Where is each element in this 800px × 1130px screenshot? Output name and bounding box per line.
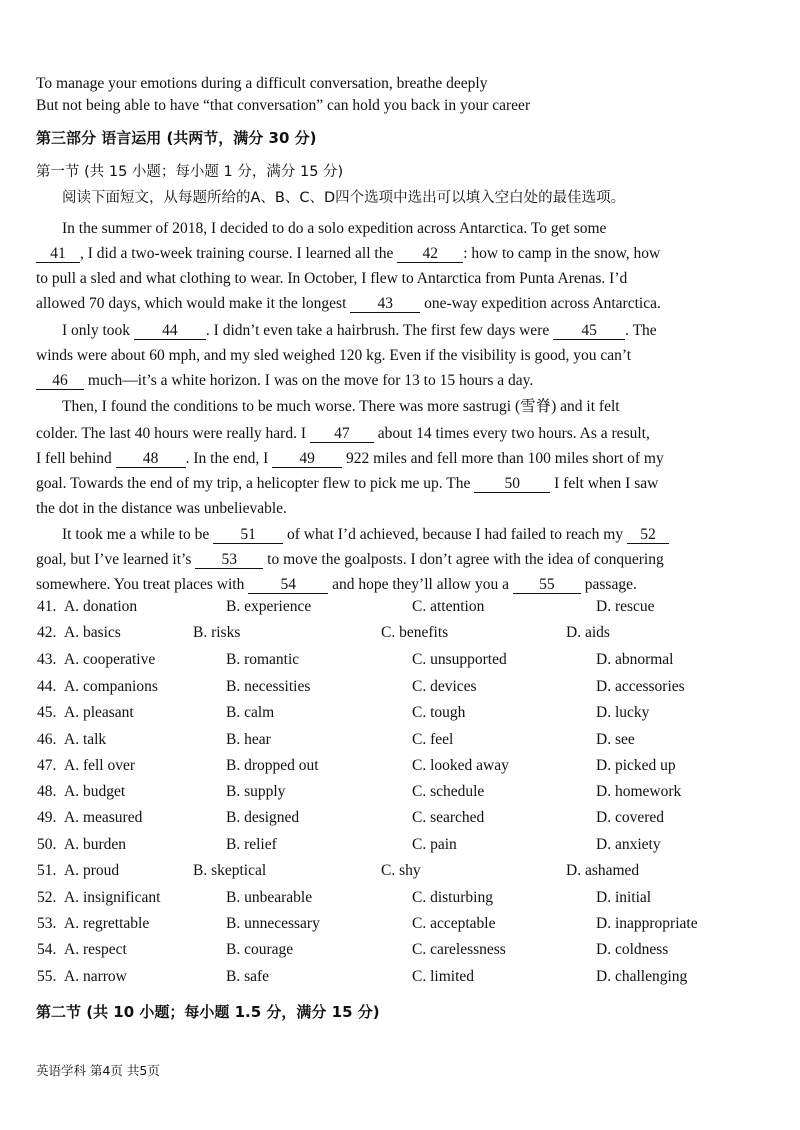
part-heading: 第三部分 语言运用 (共两节，满分 30 分) — [36, 129, 317, 147]
option-number: 55. — [37, 968, 57, 985]
option-row — [0, 915, 800, 937]
option-number: 46. — [37, 731, 57, 748]
passage-line: I only took 44 . I didn’t even take a hairbrush. The first few days were 45 . The — [62, 322, 657, 339]
passage-line: It took me a while to be 51 of what I’d achieved, because I had failed to reach my 52 — [62, 525, 669, 545]
option-d: D. anxiety — [596, 836, 661, 853]
option-a: A. basics — [64, 624, 121, 641]
option-row — [0, 678, 800, 700]
option-b: B. romantic — [226, 651, 300, 668]
passage-line: goal, but I’ve learned it’s 53 to move the goalposts. I don’t agree with the idea of conquering — [36, 551, 664, 568]
option-b: B. unnecessary — [226, 915, 320, 932]
option-d: D. picked up — [596, 757, 676, 774]
option-c: C. attention — [412, 598, 485, 615]
option-number: 42. — [37, 624, 57, 641]
option-c: C. disturbing — [412, 889, 493, 906]
option-d: D. covered — [596, 809, 664, 826]
option-a: A. insignificant — [64, 889, 161, 906]
option-number: 51. — [37, 862, 57, 879]
tip-line-2: But not being able to have “that conversation” can hold you back in your career — [36, 97, 531, 114]
option-b: B. supply — [226, 783, 286, 800]
option-d: D. coldness — [596, 941, 669, 958]
option-row — [0, 836, 800, 858]
passage-line: I fell behind 48 . In the end, I 49 922 miles and fell more than 100 miles short of my — [36, 450, 664, 467]
blank-50: 50 — [474, 475, 550, 493]
option-a: A. proud — [64, 862, 120, 879]
option-number: 48. — [37, 783, 57, 800]
option-c: C. searched — [412, 809, 485, 826]
option-b: B. experience — [226, 598, 312, 615]
option-b: B. safe — [226, 968, 270, 985]
option-a: A. fell over — [64, 757, 136, 774]
option-a: A. companions — [64, 678, 158, 695]
option-number: 47. — [37, 757, 57, 774]
passage-line: colder. The last 40 hours were really hard. I 47 about 14 times every two hours. As a result, — [36, 425, 650, 442]
option-row — [0, 704, 800, 726]
option-b: B. risks — [193, 624, 241, 641]
option-row — [0, 783, 800, 805]
option-row — [0, 968, 800, 990]
passage-line: allowed 70 days, which would make it the longest 43 one-way expedition across Antarctica. — [36, 295, 661, 312]
passage-line: goal. Towards the end of my trip, a helicopter flew to pick me up. The 50 I felt when I saw — [36, 475, 659, 492]
option-a: A. narrow — [64, 968, 127, 985]
blank-55: 55 — [513, 576, 581, 594]
option-c: C. pain — [412, 836, 457, 853]
passage-line: somewhere. You treat places with 54 and hope they’ll allow you a 55 passage. — [36, 576, 637, 593]
option-a: A. burden — [64, 836, 126, 853]
option-a: A. measured — [64, 809, 143, 826]
option-b: B. unbearable — [226, 889, 313, 906]
option-number: 45. — [37, 704, 57, 721]
option-c: C. carelessness — [412, 941, 506, 958]
option-c: C. acceptable — [412, 915, 496, 932]
option-d: D. inappropriate — [596, 915, 698, 932]
blank-52: 52 — [627, 526, 669, 544]
option-row — [0, 809, 800, 831]
option-b: B. necessities — [226, 678, 311, 695]
option-number: 43. — [37, 651, 57, 668]
option-d: D. abnormal — [596, 651, 674, 668]
blank-43: 43 — [350, 295, 420, 313]
option-d: D. see — [596, 731, 635, 748]
passage-line: In the summer of 2018, I decided to do a solo expedition across Antarctica. To get some — [62, 220, 607, 237]
option-row — [0, 651, 800, 673]
blank-42: 42 — [397, 245, 463, 263]
option-b: B. designed — [226, 809, 300, 826]
tip-line-1: To manage your emotions during a difficult conversation, breathe deeply — [36, 75, 488, 92]
option-d: D. ashamed — [566, 862, 640, 879]
option-c: C. unsupported — [412, 651, 507, 668]
option-row — [0, 731, 800, 753]
option-b: B. relief — [226, 836, 277, 853]
instructions: 阅读下面短文，从每题所给的A、B、C、D四个选项中选出可以填入空白处的最佳选项。 — [62, 190, 626, 206]
page-footer: 英语学科 第4页 共5页 — [36, 1063, 160, 1078]
option-number: 50. — [37, 836, 57, 853]
option-number: 49. — [37, 809, 57, 826]
option-a: A. cooperative — [64, 651, 156, 668]
passage-line: Then, I found the conditions to be much worse. There was more sastrugi (雪脊) and it felt — [62, 398, 620, 415]
option-a: A. respect — [64, 941, 127, 958]
passage-line: to pull a sled and what clothing to wear. In October, I flew to Antarctica from Punta Arenas. I’d — [36, 270, 628, 287]
section1-heading: 第一节 (共 15 小题；每小题 1 分，满分 15 分) — [36, 164, 344, 180]
blank-54: 54 — [248, 576, 328, 594]
option-a: A. pleasant — [64, 704, 134, 721]
option-number: 53. — [37, 915, 57, 932]
option-a: A. budget — [64, 783, 126, 800]
blank-45: 45 — [553, 322, 625, 340]
option-a: A. donation — [64, 598, 138, 615]
passage-line: the dot in the distance was unbelievable. — [36, 500, 287, 517]
option-c: C. feel — [412, 731, 454, 748]
option-row — [0, 862, 800, 884]
option-d: D. accessories — [596, 678, 685, 695]
option-number: 41. — [37, 598, 57, 615]
section2-heading: 第二节 (共 10 小题；每小题 1.5 分，满分 15 分) — [36, 1003, 380, 1021]
option-row — [0, 624, 800, 646]
option-b: B. dropped out — [226, 757, 319, 774]
blank-46: 46 — [36, 372, 84, 390]
option-number: 44. — [37, 678, 57, 695]
option-b: B. hear — [226, 731, 271, 748]
option-a: A. talk — [64, 731, 107, 748]
passage-line: 46 much—it’s a white horizon. I was on the move for 13 to 15 hours a day. — [36, 371, 533, 391]
blank-48: 48 — [116, 450, 186, 468]
blank-44: 44 — [134, 322, 206, 340]
option-number: 52. — [37, 889, 57, 906]
option-c: C. shy — [381, 862, 421, 879]
option-c: C. limited — [412, 968, 474, 985]
option-c: C. devices — [412, 678, 477, 695]
option-number: 54. — [37, 941, 57, 958]
option-d: D. homework — [596, 783, 682, 800]
option-c: C. schedule — [412, 783, 485, 800]
option-b: B. calm — [226, 704, 275, 721]
option-row — [0, 889, 800, 911]
option-d: D. aids — [566, 624, 610, 641]
blank-49: 49 — [272, 450, 342, 468]
option-row — [0, 598, 800, 620]
passage-line: winds were about 60 mph, and my sled weighed 120 kg. Even if the visibility is good, you can’t — [36, 347, 632, 364]
blank-41: 41 — [36, 245, 80, 263]
option-c: C. looked away — [412, 757, 509, 774]
option-d: D. rescue — [596, 598, 655, 615]
passage-line: 41 , I did a two-week training course. I learned all the 42 : how to camp in the snow, how — [36, 244, 660, 264]
option-b: B. courage — [226, 941, 294, 958]
option-a: A. regrettable — [64, 915, 150, 932]
blank-47: 47 — [310, 425, 374, 443]
option-c: C. benefits — [381, 624, 449, 641]
option-row — [0, 941, 800, 963]
option-row — [0, 757, 800, 779]
option-c: C. tough — [412, 704, 466, 721]
blank-51: 51 — [213, 526, 283, 544]
blank-53: 53 — [195, 551, 263, 569]
option-d: D. initial — [596, 889, 652, 906]
option-d: D. lucky — [596, 704, 650, 721]
option-d: D. challenging — [596, 968, 688, 985]
option-b: B. skeptical — [193, 862, 267, 879]
